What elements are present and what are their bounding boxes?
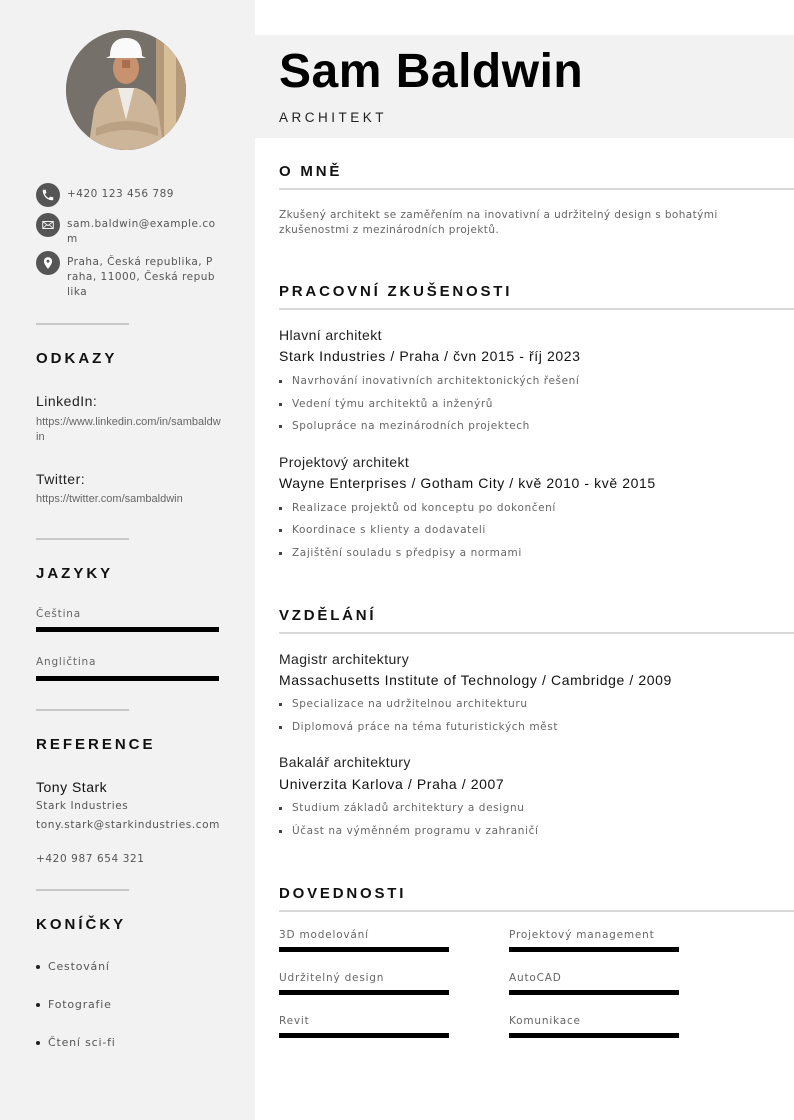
skill-level-fill [509,947,679,952]
job-details: Stark Industries / Praha / čvn 2015 - říj 2023 [279,348,581,364]
job-bullet [279,502,556,514]
hobbies-title: KONÍČKY [36,916,127,933]
section-rule [279,188,794,190]
bullet-text: Navrhování inovativních architektonických řešení [292,375,580,387]
bullet-icon [279,807,282,810]
skill-level-bar [509,990,679,995]
skill-level-fill [279,947,449,952]
about-text: Zkušený architekt se zaměřením na inovativní a udržitelný design s bohatými zkušenostmi z mezinárodních projektů. [279,209,718,236]
address-text: Praha, Česká republika, Praha, 11000, Česká republika [67,256,216,298]
bullet-text: Realizace projektů od konceptu po dokončení [292,502,556,514]
bullet-icon [279,403,282,406]
mail-icon [36,213,60,237]
job-details: Wayne Enterprises / Gotham City / kvě 2010 - kvě 2015 [279,475,656,491]
profile-photo [66,30,186,150]
hobby-item [36,1036,116,1049]
divider [36,538,129,540]
education-details: Massachusetts Institute of Technology / Cambridge / 2009 [279,672,672,688]
references-title: REFERENCE [36,736,156,753]
bullet-icon [279,830,282,833]
hobby-label: Čtení sci-fi [48,1036,116,1049]
education-bullet [279,825,538,837]
bullet-text: Zajištění souladu s předpisy a normami [292,547,522,559]
skill-level-fill [509,990,679,995]
linkedin-label: LinkedIn: [36,393,98,409]
job-bullet [279,398,493,410]
phone-icon [36,183,60,207]
hobby-label: Cestování [48,960,110,973]
phone-text[interactable]: +420 123 456 789 [67,188,174,200]
skill-label: Udržitelný design [279,972,385,984]
skill-label: Revit [279,1015,310,1027]
main-content [255,0,794,1120]
language-label: Angličtina [36,656,97,668]
section-rule [279,632,794,634]
bullet-icon [36,1003,40,1007]
job-position: Projektový architekt [279,454,410,470]
language-label: Čeština [36,608,81,620]
twitter-label: Twitter: [36,471,86,487]
education-bullet [279,721,558,733]
language-level-bar [36,676,219,681]
reference-company: Stark Industries [36,800,129,812]
linkedin-link[interactable]: https://www.linkedin.com/in/sambaldwin [36,416,221,443]
email-text[interactable]: sam.baldwin@example.com [67,218,216,245]
education-title: VZDĚLÁNÍ [279,607,377,624]
language-level-fill [36,676,219,681]
profile-photo-image [66,30,186,150]
divider [36,889,129,891]
skill-level-fill [279,1033,449,1038]
contact-address [36,251,217,300]
contact-phone [36,183,217,207]
bullet-icon [279,380,282,383]
bullet-text: Specializace na udržitelnou architekturu [292,698,528,710]
section-rule [279,910,794,912]
bullet-icon [279,552,282,555]
hobby-label: Fotografie [48,998,112,1011]
skill-label: Projektový management [509,929,655,941]
section-rule [279,308,794,310]
twitter-link[interactable]: https://twitter.com/sambaldwin [36,493,183,505]
bullet-text: Diplomová práce na téma futuristických měst [292,721,559,733]
language-level-bar [36,627,219,632]
education-bullet [279,802,525,814]
skill-label: AutoCAD [509,972,562,984]
skill-level-bar [509,947,679,952]
bullet-text: Vedení týmu architektů a inženýrů [292,398,494,410]
location-pin-icon [36,251,60,275]
contact-email [36,213,217,247]
job-position: Hlavní architekt [279,327,382,343]
job-bullet [279,547,522,559]
job-bullet [279,524,486,536]
job-bullet [279,420,530,432]
reference-name: Tony Stark [36,779,108,795]
skill-level-bar [279,947,449,952]
skill-label: Komunikace [509,1015,581,1027]
languages-title: JAZYKY [36,565,114,582]
hobby-item [36,998,112,1011]
page-title: Sam Baldwin [279,45,584,98]
bullet-icon [36,1041,40,1045]
bullet-icon [279,425,282,428]
bullet-text: Koordinace s klienty a dodavateli [292,524,486,536]
skill-level-fill [279,990,449,995]
bullet-icon [279,529,282,532]
reference-phone[interactable]: +420 987 654 321 [36,853,145,865]
education-bullet [279,698,528,710]
sidebar [0,0,255,1120]
experience-title: PRACOVNÍ ZKUŠENOSTI [279,283,513,300]
education-degree: Magistr architektury [279,651,410,667]
divider [36,323,129,325]
bullet-icon [279,507,282,510]
about-title: O MNĚ [279,163,343,180]
skills-title: DOVEDNOSTI [279,885,407,902]
hobby-item [36,960,110,973]
reference-email[interactable]: tony.stark@starkindustries.com [36,819,220,831]
bullet-icon [36,965,40,969]
language-level-fill [36,627,219,632]
job-bullet [279,375,579,387]
bullet-icon [279,726,282,729]
skill-level-bar [279,1033,449,1038]
job-title: ARCHITEKT [279,110,388,125]
skill-label: 3D modelování [279,929,369,941]
education-details: Univerzita Karlova / Praha / 2007 [279,776,505,792]
bullet-text: Účast na výměnném programu v zahraničí [292,825,539,837]
skill-level-bar [509,1033,679,1038]
bullet-text: Spolupráce na mezinárodních projektech [292,420,530,432]
bullet-icon [279,703,282,706]
skill-level-fill [509,1033,679,1038]
education-degree: Bakalář architektury [279,754,411,770]
divider [36,709,129,711]
bullet-text: Studium základů architektury a designu [292,802,525,814]
skill-level-bar [279,990,449,995]
links-title: ODKAZY [36,350,118,367]
